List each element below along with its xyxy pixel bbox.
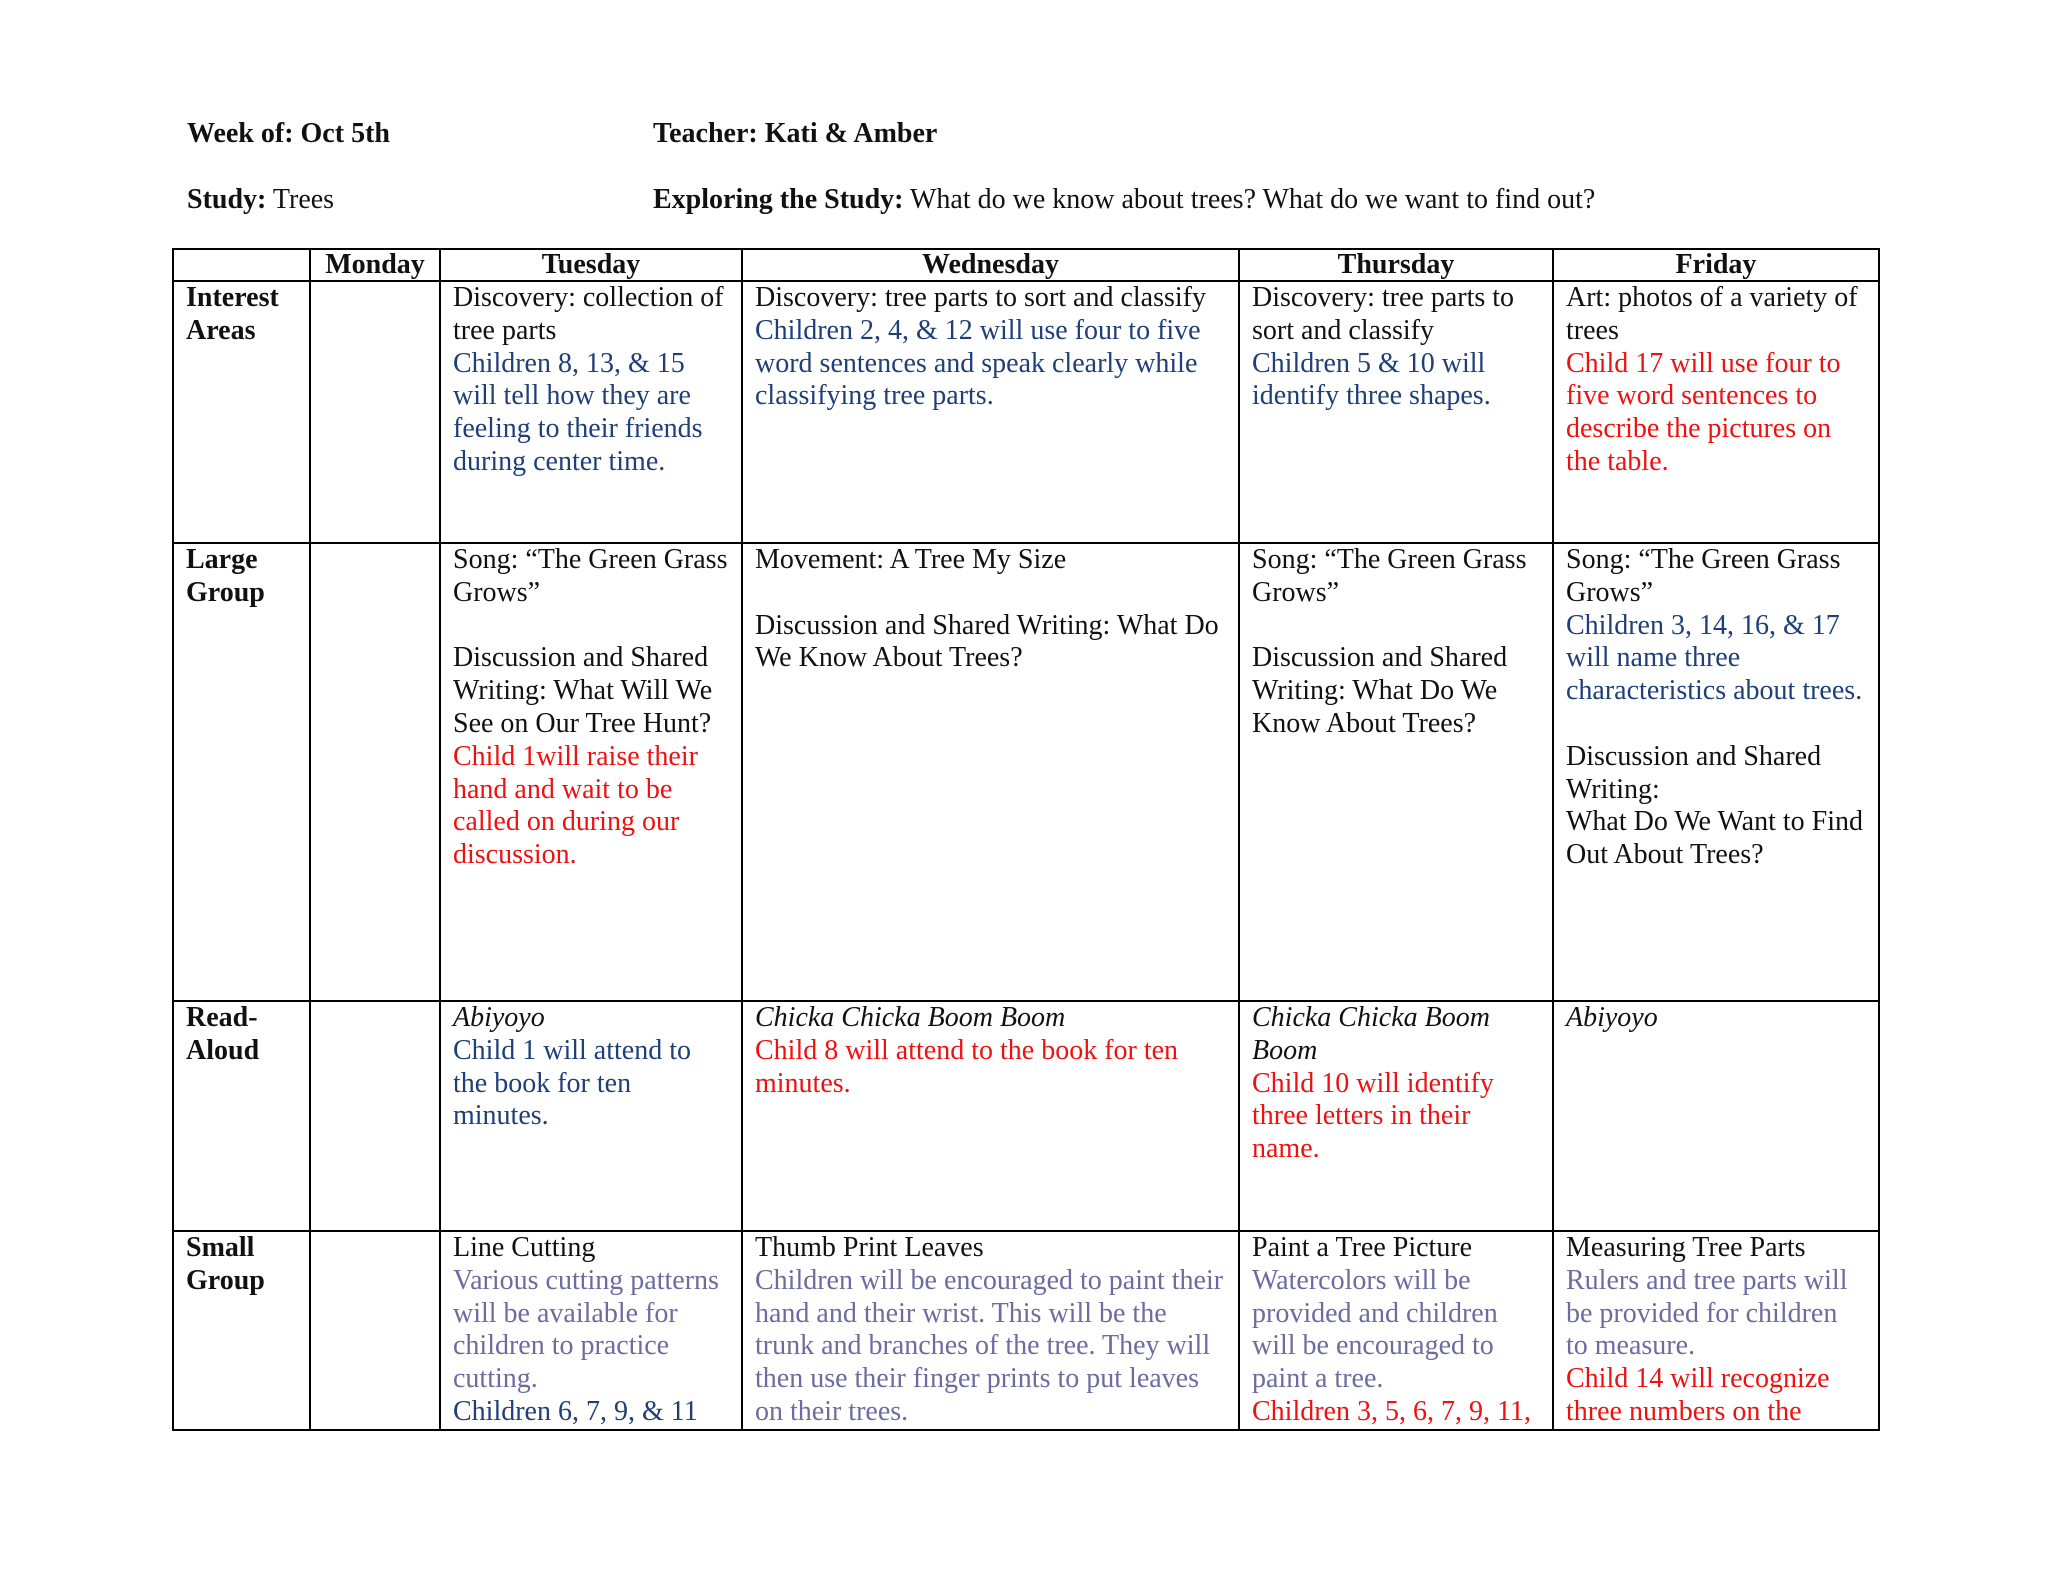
row-header [173,1231,310,1430]
cell-tuesday [440,1001,742,1231]
cell-spacer [755,577,1226,610]
cell-paragraph: Discovery: tree parts to sort and classify [755,282,1206,313]
cell-paragraph: Discussion and Shared Writing: [1566,740,1822,805]
cell-paragraph: Movement: A Tree My Size [755,544,1067,575]
book-title: Abiyoyo [453,1002,545,1033]
cell-tuesday [440,1231,742,1430]
cell-friday [1553,1001,1879,1231]
cell-paragraph: Child 17 will use four to five word sentences to describe the pictures on the table. [1566,347,1841,477]
cell-paragraph: Song: “The Green Grass Grows” [453,544,728,608]
study-line [187,184,334,216]
row-header-line: Small [186,1232,255,1263]
cell-monday [310,1001,440,1231]
cell-monday [310,281,440,543]
cell-paragraph: Child 10 will identify three letters in their name. [1252,1067,1494,1165]
table-row [173,281,1879,543]
cell-paragraph: Measuring Tree Parts [1566,1232,1806,1263]
row-header-line: Large [186,544,258,575]
cell-friday [1553,543,1879,1001]
row-header [173,281,310,543]
cell-spacer [1252,610,1540,643]
cell-paragraph: Discussion and Shared Writing: What Do We Know About Trees? [1252,642,1508,739]
lesson-plan-table [172,248,1880,1431]
cell-paragraph: Discussion and Shared Writing: What Do We Know About Trees? [755,609,1219,674]
table-body [173,281,1879,1430]
cell-wednesday [742,1001,1239,1231]
row-header [173,543,310,1001]
study-label: Study: [187,184,267,215]
cell-tuesday [440,543,742,1001]
row-header-line: Group [186,576,265,608]
book-title: Abiyoyo [1566,1002,1658,1033]
study-value: Trees [272,184,335,215]
cell-paragraph: Song: “The Green Grass Grows” [1252,544,1527,608]
cell-paragraph: Discovery: collection of tree parts [453,282,724,346]
week-label: Week of: [187,118,294,149]
cell-paragraph: Children 3, 5, 6, 7, 9, 11, [1252,1395,1531,1427]
row-header [173,1001,310,1231]
table-row [173,1231,1879,1430]
cell-paragraph: Children 6, 7, 9, & 11 [453,1395,698,1427]
row-header-line: Read- [186,1002,258,1033]
column-header-wednesday: Wednesday [742,249,1239,281]
cell-paragraph: Children 8, 13, & 15 will tell how they are feeling to their friends during center time. [453,347,703,477]
cell-paragraph: Various cutting patterns will be available for children to practice cutting. [453,1264,719,1395]
cell-friday [1553,1231,1879,1430]
cell-monday [310,1231,440,1430]
cell-thursday [1239,1001,1553,1231]
cell-paragraph: Children will be encouraged to paint their hand and their wrist. This will be the trunk and branches of the tree. They will then use their finger prints to put leaves on their trees. [755,1264,1224,1427]
book-title: Chicka Chicka Boom Boom [1252,1002,1490,1066]
cell-paragraph: Discovery: tree parts to sort and classify [1252,282,1515,346]
cell-paragraph: Child 8 will attend to the book for ten minutes. [755,1034,1179,1099]
table-row [173,1001,1879,1231]
row-header-line: Group [186,1264,265,1296]
column-header-friday: Friday [1553,249,1879,281]
cell-spacer [1566,708,1866,741]
cell-paragraph: Watercolors will be provided and children will be encouraged to paint a tree. [1252,1264,1498,1395]
exploring-label: Exploring the Study: [653,184,904,215]
week-value: Oct 5th [300,118,390,149]
cell-thursday [1239,281,1553,543]
cell-tuesday [440,281,742,543]
table-row [173,543,1879,1001]
cell-monday [310,543,440,1001]
cell-paragraph: Paint a Tree Picture [1252,1232,1473,1263]
table-header-row [173,249,1879,281]
cell-paragraph: What Do We Want to Find Out About Trees? [1566,806,1863,871]
teacher-line [653,118,937,150]
column-header-monday: Monday [310,249,440,281]
row-header-line: Aloud [186,1034,260,1066]
cell-wednesday [742,281,1239,543]
teacher-value: Kati & Amber [764,118,938,149]
exploring-line [653,184,1595,216]
cell-wednesday [742,1231,1239,1430]
cell-spacer [453,610,729,643]
book-title: Chicka Chicka Boom Boom [755,1002,1066,1033]
row-header-line: Interest [186,282,279,313]
cell-paragraph: Song: “The Green Grass Grows” [1566,544,1841,608]
cell-paragraph: Child 1 will attend to the book for ten minutes. [453,1034,691,1132]
cell-thursday [1239,543,1553,1001]
cell-paragraph: Art: photos of a variety of trees [1566,282,1858,346]
cell-paragraph: Line Cutting [453,1232,596,1263]
cell-paragraph: Child 1will raise their hand and wait to be called on during our discussion. [453,740,698,871]
cell-paragraph: Children 2, 4, & 12 will use four to five word sentences and speak clearly while classifying tree parts. [755,314,1201,412]
week-line [187,118,390,150]
row-header-line: Areas [186,314,256,346]
cell-paragraph: Rulers and tree parts will be provided for children to measure. [1566,1264,1848,1362]
cell-paragraph: Thumb Print Leaves [755,1232,984,1263]
cell-paragraph: Children 5 & 10 will identify three shapes. [1252,347,1491,412]
cell-paragraph: Child 14 will recognize three numbers on the [1566,1363,1830,1427]
column-header-tuesday: Tuesday [440,249,742,281]
cell-wednesday [742,543,1239,1001]
column-header-thursday: Thursday [1239,249,1553,281]
teacher-label: Teacher: [653,118,758,149]
cell-friday [1553,281,1879,543]
exploring-value: What do we know about trees? What do we want to find out? [910,184,1596,215]
column-header-corner [173,249,310,281]
cell-paragraph: Discussion and Shared Writing: What Will We See on Our Tree Hunt? [453,642,713,739]
cell-paragraph: Children 3, 14, 16, & 17 will name three characteristics about trees. [1566,609,1863,707]
cell-thursday [1239,1231,1553,1430]
